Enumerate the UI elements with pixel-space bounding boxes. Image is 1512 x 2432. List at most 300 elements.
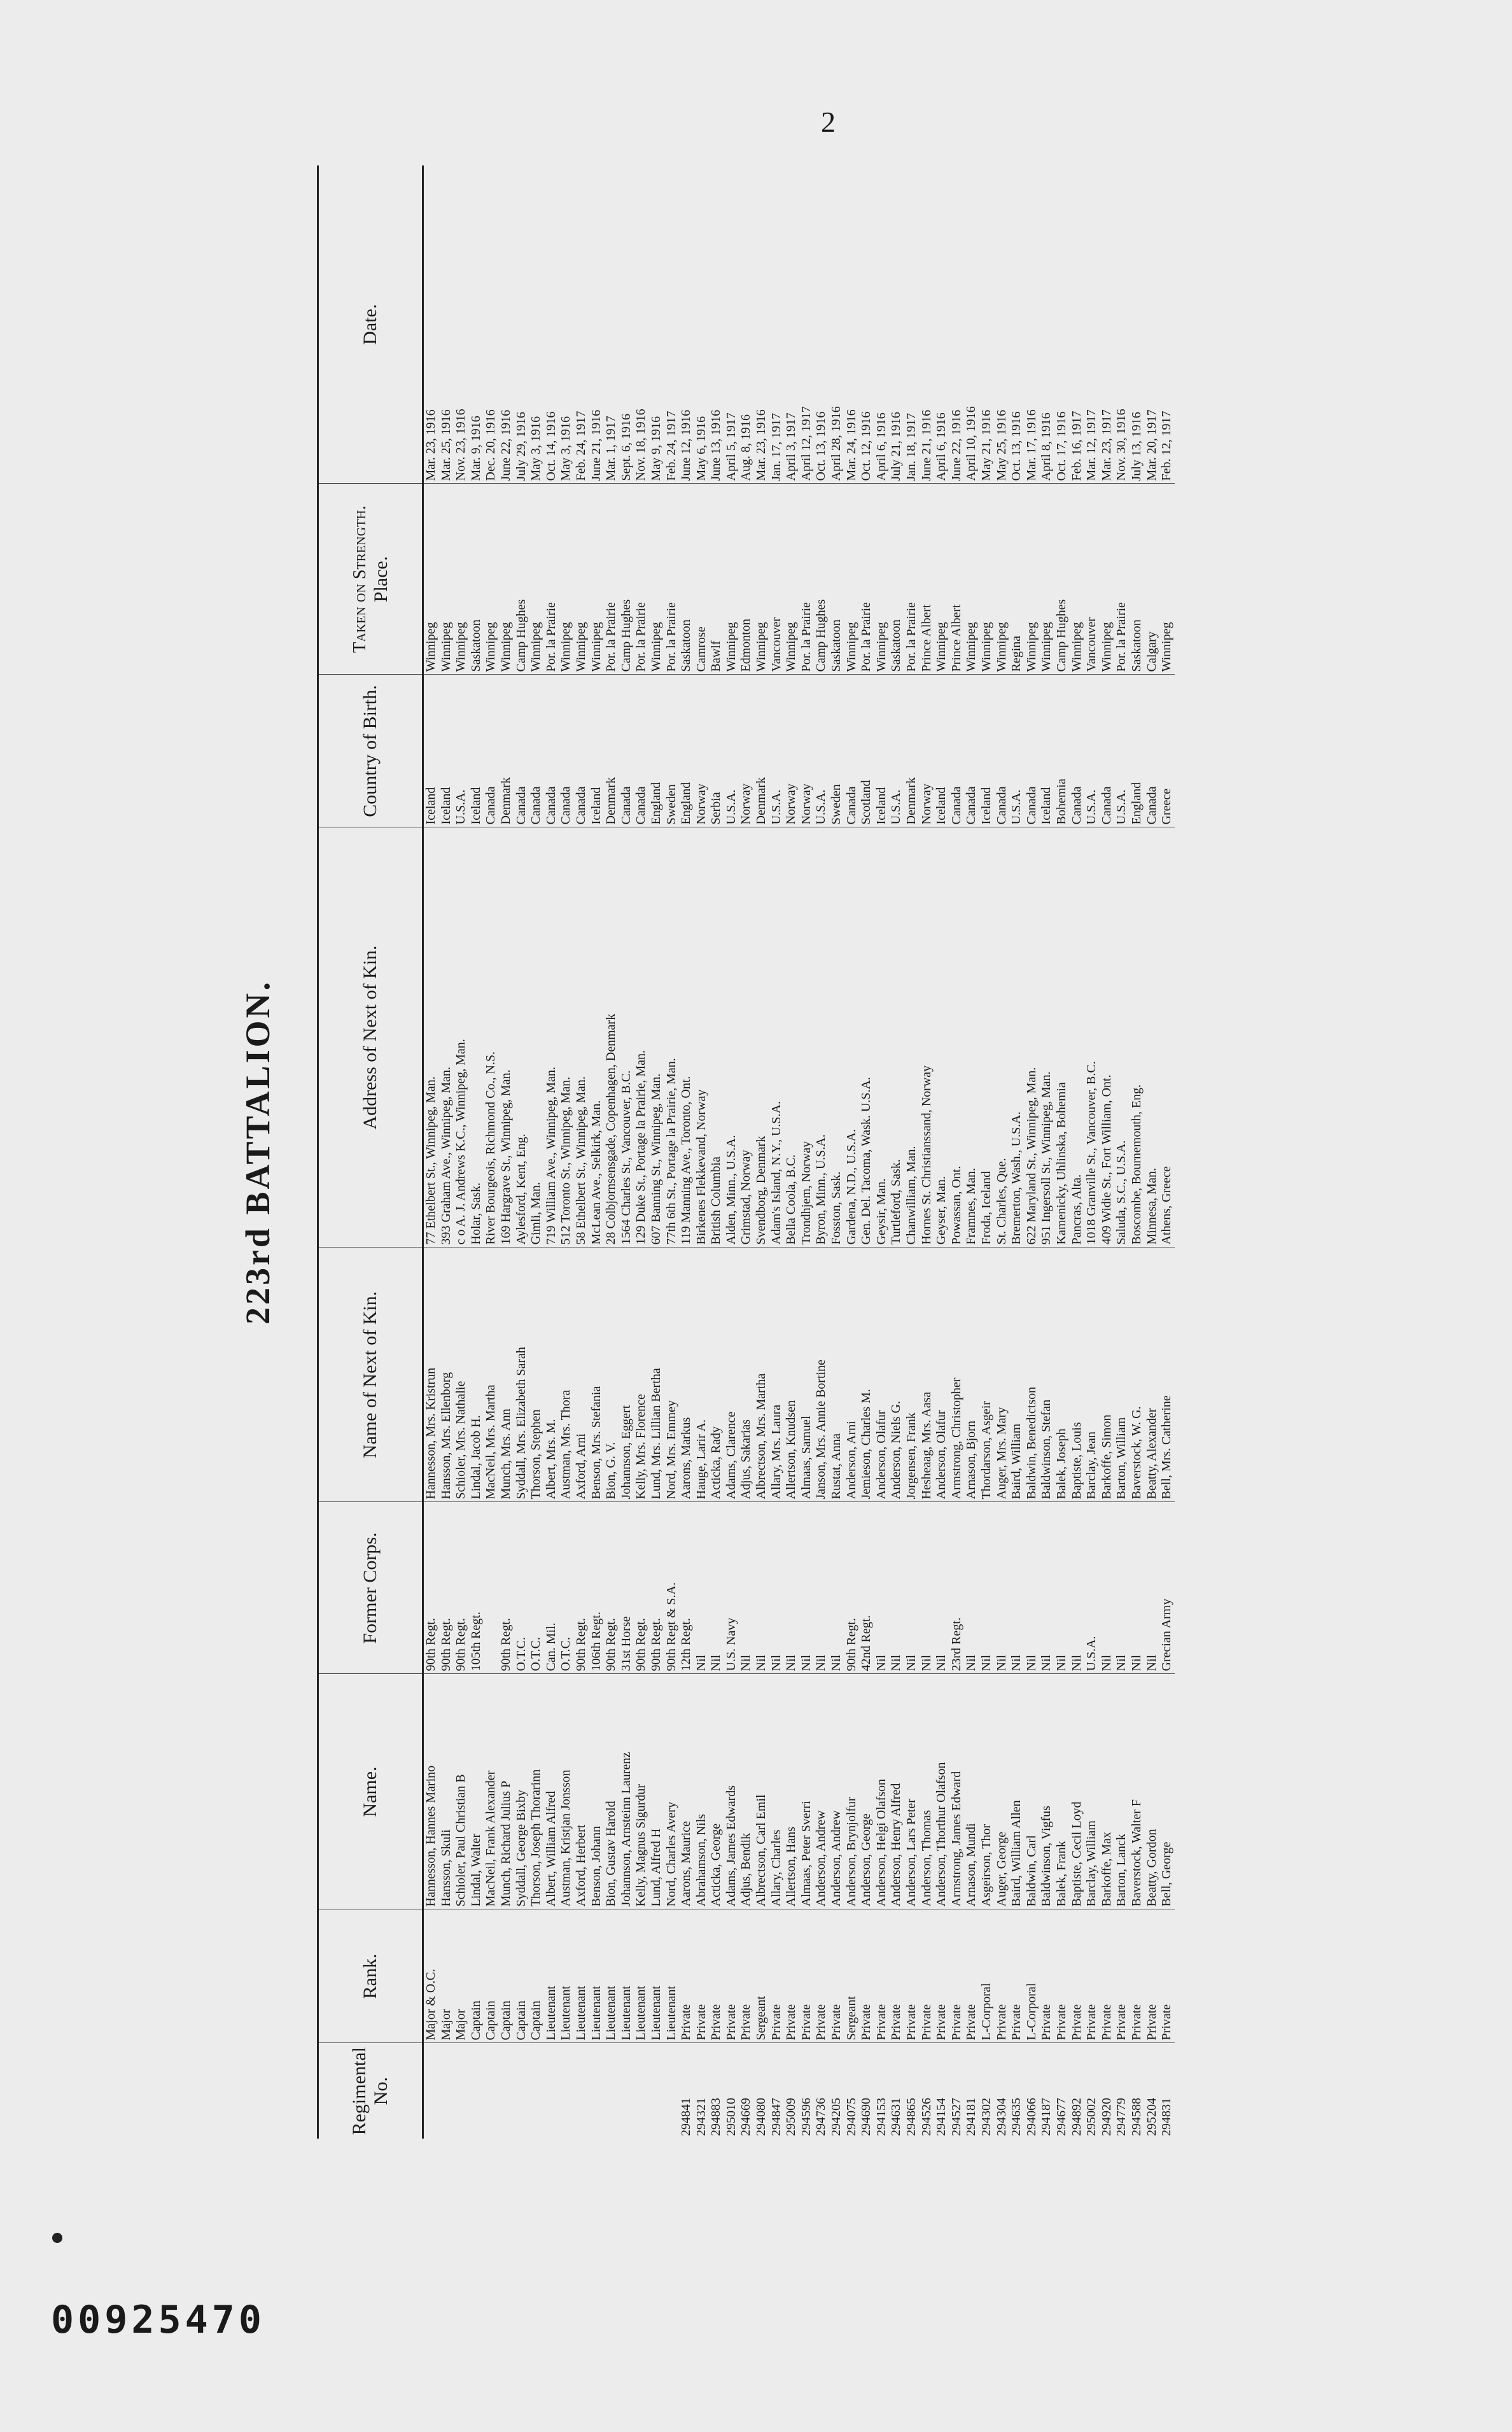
cell-corps bbox=[484, 1502, 499, 1674]
cell-country: Iceland bbox=[874, 675, 890, 827]
cell-no: 294690 bbox=[859, 2098, 874, 2136]
cell-corps: Nil bbox=[784, 1502, 799, 1674]
table-row bbox=[529, 165, 544, 2139]
cell-kin: Kelly, Mrs. Florence bbox=[634, 1248, 649, 1502]
cell-corps: Nil bbox=[934, 1502, 949, 1674]
cell-no: 294321 bbox=[694, 2098, 708, 2136]
cell-name: Anderson, Brynjolfur bbox=[844, 1674, 860, 1909]
cell-no bbox=[469, 2043, 484, 2139]
cell-place: Winnipeg bbox=[844, 484, 860, 675]
cell-rank: Private bbox=[799, 1909, 815, 2043]
cell-kin: Hesheaag, Mrs. Aasa bbox=[920, 1248, 935, 1502]
cell-place: Winnipeg bbox=[454, 484, 469, 675]
cell-date: April 28, 1916 bbox=[829, 165, 844, 484]
cell-rank: Private bbox=[964, 1909, 979, 2043]
cell-name: Aarons, Maurice bbox=[679, 1674, 694, 1909]
cell-corps: 23rd Regt. bbox=[949, 1502, 965, 1674]
cell-place: Winnipeg bbox=[529, 484, 544, 675]
cell-corps: 90th Regt. bbox=[634, 1502, 649, 1674]
cell-no: 295204 bbox=[1144, 2098, 1159, 2136]
cell-place: Por. la Prairie bbox=[859, 484, 874, 675]
cell-name: Adams, James Edwards bbox=[724, 1674, 739, 1909]
cell-country: U.S.A. bbox=[1114, 675, 1130, 827]
cell-place: Winnipeg bbox=[1070, 484, 1085, 675]
cell-place: Vancouver bbox=[769, 484, 785, 675]
cell-kin: Janson, Mrs. Annie Bortine bbox=[814, 1248, 829, 1502]
cell-place: Por. la Prairie bbox=[799, 484, 815, 675]
cell-place: Saskatoon bbox=[1130, 484, 1145, 675]
cell-kin: Munch, Mrs. Ann bbox=[499, 1248, 514, 1502]
cell-place: Winnipeg bbox=[423, 484, 439, 675]
cell-date: Jan. 17, 1917 bbox=[769, 165, 785, 484]
cell-country: England bbox=[1130, 675, 1145, 827]
cell-date: Mar. 23, 1916 bbox=[754, 165, 769, 484]
cell-date: Mar. 24, 1916 bbox=[844, 165, 860, 484]
header-place-label: Place. bbox=[370, 556, 391, 603]
cell-address: Svendborg, Denmark bbox=[754, 827, 769, 1248]
cell-name: Anderson, Andrew bbox=[829, 1674, 844, 1909]
cell-date: Jan. 18, 1917 bbox=[904, 165, 920, 484]
cell-no: 294187 bbox=[1039, 2098, 1054, 2136]
table-row bbox=[604, 165, 619, 2139]
cell-country: Canada bbox=[995, 675, 1010, 827]
table-row bbox=[1009, 165, 1025, 2139]
table-row bbox=[664, 165, 680, 2139]
table-row bbox=[559, 165, 574, 2139]
table-row bbox=[964, 165, 979, 2139]
cell-rank: Captain bbox=[529, 1909, 544, 2043]
cell-kin: Hansson, Mrs. Ellenborg bbox=[439, 1248, 454, 1502]
cell-no bbox=[604, 2043, 619, 2139]
cell-rank: Private bbox=[934, 1909, 949, 2043]
cell-place: Por. la Prairie bbox=[634, 484, 649, 675]
cell-no bbox=[664, 2043, 680, 2139]
cell-date: Aug. 8, 1916 bbox=[739, 165, 754, 484]
cell-kin: Armstrong, Christopher bbox=[949, 1248, 965, 1502]
cell-name: Acticka, George bbox=[709, 1674, 724, 1909]
cell-date: April 6, 1916 bbox=[874, 165, 890, 484]
cell-name: Barclay, William bbox=[1084, 1674, 1100, 1909]
cell-no bbox=[589, 2043, 605, 2139]
cell-name: Lindal, Walter bbox=[469, 1674, 484, 1909]
cell-rank: Lieutenant bbox=[559, 1909, 574, 2043]
cell-kin: Almaas, Samuel bbox=[799, 1248, 815, 1502]
cell-place: Winnipeg bbox=[439, 484, 454, 675]
cell-no: 294831 bbox=[1159, 2098, 1174, 2136]
cell-name: Hannesson, Hannes Marino bbox=[423, 1674, 439, 1909]
cell-corps: 90th Regt. bbox=[454, 1502, 469, 1674]
cell-place: Bawlf bbox=[709, 484, 724, 675]
cell-kin: Barton, William bbox=[1114, 1248, 1130, 1502]
cell-name: Baldwinson, Vigfus bbox=[1039, 1674, 1054, 1909]
cell-corps: 90th Regt. bbox=[499, 1502, 514, 1674]
cell-date: June 13, 1916 bbox=[709, 165, 724, 484]
cell-date: Feb. 24, 1917 bbox=[664, 165, 680, 484]
cell-rank: Private bbox=[769, 1909, 785, 2043]
cell-date: Nov. 30, 1916 bbox=[1114, 165, 1130, 484]
cell-address: Kamenicky, Uhlinska, Bohemia bbox=[1054, 827, 1070, 1248]
cell-address: 409 Widie St., Fort William, Ont. bbox=[1100, 827, 1115, 1248]
cell-name: Allary, Charles bbox=[769, 1674, 785, 1909]
cell-address: Holar, Sask. bbox=[469, 827, 484, 1248]
cell-corps: Nil bbox=[920, 1502, 935, 1674]
cell-corps: 90th Regt. bbox=[423, 1502, 439, 1674]
cell-country: Canada bbox=[949, 675, 965, 827]
cell-date: Dec. 20, 1916 bbox=[484, 165, 499, 484]
cell-rank: Lieutenant bbox=[634, 1909, 649, 2043]
cell-kin: Allary, Mrs. Laura bbox=[769, 1248, 785, 1502]
cell-corps: Nil bbox=[1054, 1502, 1070, 1674]
cell-date: May 6, 1916 bbox=[694, 165, 710, 484]
cell-no bbox=[454, 2043, 469, 2139]
cell-kin: Adams, Clarence bbox=[724, 1248, 739, 1502]
cell-name: MacNeil, Frank Alexander bbox=[484, 1674, 499, 1909]
cell-name: Anderson, Henry Alfred bbox=[889, 1674, 904, 1909]
cell-address: Boscombe, Bournemouth, Eng. bbox=[1130, 827, 1145, 1248]
cell-date: July 21, 1916 bbox=[889, 165, 904, 484]
table-row bbox=[484, 165, 499, 2139]
header-place bbox=[318, 484, 423, 675]
cell-kin: Barclay, Jean bbox=[1084, 1248, 1100, 1502]
header-date: Date. bbox=[318, 165, 423, 484]
cell-country: U.S.A. bbox=[769, 675, 785, 827]
cell-corps: Nil bbox=[709, 1502, 724, 1674]
cell-kin: Baldwinson, Stefan bbox=[1039, 1248, 1054, 1502]
table-row bbox=[709, 165, 724, 2139]
cell-corps: Nil bbox=[889, 1502, 904, 1674]
table-row bbox=[1070, 165, 1085, 2139]
cell-address: River Bourgeois, Richmond Co., N.S. bbox=[484, 827, 499, 1248]
cell-name: Baverstock, Walter F bbox=[1130, 1674, 1145, 1909]
cell-address: Pancras, Alta. bbox=[1070, 827, 1085, 1248]
cell-address: Geysir, Man. bbox=[874, 827, 890, 1248]
cell-name: Almaas, Peter Sverri bbox=[799, 1674, 815, 1909]
cell-name: Arnason, Mundi bbox=[964, 1674, 979, 1909]
table-row bbox=[829, 165, 844, 2139]
cell-kin: Thordarson, Asgeir bbox=[979, 1248, 995, 1502]
cell-place: Por. la Prairie bbox=[904, 484, 920, 675]
cell-corps: 106th Regt. bbox=[589, 1502, 605, 1674]
table-row bbox=[1054, 165, 1070, 2139]
cell-rank: Private bbox=[1039, 1909, 1054, 2043]
table-row bbox=[859, 165, 874, 2139]
cell-place: Por. la Prairie bbox=[664, 484, 680, 675]
cell-no bbox=[514, 2043, 529, 2139]
cell-no: 294080 bbox=[754, 2098, 769, 2136]
cell-rank: Sergeant bbox=[754, 1909, 769, 2043]
table-row bbox=[995, 165, 1010, 2139]
cell-place: Winnipeg bbox=[1100, 484, 1115, 675]
cell-address: British Columbia bbox=[709, 827, 724, 1248]
header-address: Address of Next of Kin. bbox=[318, 827, 423, 1248]
cell-date: April 6, 1916 bbox=[934, 165, 949, 484]
cell-name: Anderson, Helgi Olafson bbox=[874, 1674, 890, 1909]
cell-date: July 13, 1916 bbox=[1130, 165, 1145, 484]
table-row bbox=[844, 165, 860, 2139]
header-taken-on-strength: Taken on Strength. bbox=[350, 505, 370, 653]
cell-kin: Barkoffe, Simon bbox=[1100, 1248, 1115, 1502]
cell-place: Vancouver bbox=[1084, 484, 1100, 675]
table-row bbox=[499, 165, 514, 2139]
cell-no bbox=[544, 2043, 559, 2139]
cell-date: Mar. 9, 1916 bbox=[469, 165, 484, 484]
table-row bbox=[574, 165, 589, 2139]
cell-date: April 3, 1917 bbox=[784, 165, 799, 484]
cell-rank: Private bbox=[1114, 1909, 1130, 2043]
cell-kin: Balek, Joseph bbox=[1054, 1248, 1070, 1502]
cell-no: 294736 bbox=[814, 2098, 829, 2136]
cell-address: Athens, Greece bbox=[1159, 827, 1175, 1248]
cell-date: May 21, 1916 bbox=[979, 165, 995, 484]
cell-rank: Captain bbox=[469, 1909, 484, 2043]
cell-country: Canada bbox=[1100, 675, 1115, 827]
cell-country: Canada bbox=[1145, 675, 1160, 827]
cell-rank: Private bbox=[949, 1909, 965, 2043]
cell-name: Lund, Alfred H bbox=[649, 1674, 664, 1909]
table-row bbox=[1145, 165, 1160, 2139]
cell-address: 951 Ingersoll St., Winnipeg, Man. bbox=[1039, 827, 1054, 1248]
cell-address: 129 Duke St., Portage la Prairie, Man. bbox=[634, 827, 649, 1248]
cell-date: May 9, 1916 bbox=[649, 165, 664, 484]
cell-corps: Nil bbox=[1145, 1502, 1160, 1674]
cell-place: Winnipeg bbox=[874, 484, 890, 675]
cell-country: Iceland bbox=[469, 675, 484, 827]
cell-date: June 21, 1916 bbox=[589, 165, 605, 484]
cell-date: Mar. 20, 1917 bbox=[1145, 165, 1160, 484]
cell-place: Saskatoon bbox=[679, 484, 694, 675]
cell-no: 294205 bbox=[829, 2098, 844, 2136]
cell-address: 512 Toronto St., Winnipeg, Man. bbox=[559, 827, 574, 1248]
table-row bbox=[1100, 165, 1115, 2139]
cell-no bbox=[484, 2043, 499, 2139]
cell-address: Adam's Island, N.Y., U.S.A. bbox=[769, 827, 785, 1248]
cell-country: Canada bbox=[529, 675, 544, 827]
cell-date: Oct. 14, 1916 bbox=[544, 165, 559, 484]
cell-date: Mar. 1, 1917 bbox=[604, 165, 619, 484]
table-row bbox=[649, 165, 664, 2139]
cell-country: Norway bbox=[784, 675, 799, 827]
cell-address: Hornes St. Christianssand, Norway bbox=[920, 827, 935, 1248]
cell-name: Asgeirson, Thor bbox=[979, 1674, 995, 1909]
cell-name: Barton, Lanck bbox=[1114, 1674, 1130, 1909]
cell-country: U.S.A. bbox=[889, 675, 904, 827]
cell-kin: Beatty, Alexander bbox=[1145, 1248, 1160, 1502]
cell-kin: Baverstock, W. G. bbox=[1130, 1248, 1145, 1502]
cell-no: 294181 bbox=[964, 2098, 979, 2136]
table-row bbox=[1159, 165, 1175, 2139]
cell-corps: Nil bbox=[1025, 1502, 1040, 1674]
cell-place: Winnipeg bbox=[979, 484, 995, 675]
cell-corps: Nil bbox=[814, 1502, 829, 1674]
cell-address: Fosston, Sask. bbox=[829, 827, 844, 1248]
cell-rank: Major & O.C. bbox=[423, 1909, 439, 2043]
cell-corps: U.S. Navy bbox=[724, 1502, 739, 1674]
cell-country: Canada bbox=[1070, 675, 1085, 827]
cell-rank: Private bbox=[814, 1909, 829, 2043]
cell-kin: Jemieson, Charles M. bbox=[859, 1248, 874, 1502]
cell-corps: Nil bbox=[1009, 1502, 1025, 1674]
cell-country: Canada bbox=[964, 675, 979, 827]
cell-corps: 31st Horse bbox=[619, 1502, 634, 1674]
cell-date: Mar. 17, 1916 bbox=[1025, 165, 1040, 484]
cell-no bbox=[529, 2043, 544, 2139]
table-row bbox=[619, 165, 634, 2139]
cell-place: Winnipeg bbox=[784, 484, 799, 675]
cell-no: 294631 bbox=[889, 2098, 904, 2136]
cell-address: Byron, Minn., U.S.A. bbox=[814, 827, 829, 1248]
cell-no: 294779 bbox=[1114, 2098, 1129, 2136]
cell-no: 294847 bbox=[769, 2098, 783, 2136]
cell-name: Armstrong, James Edward bbox=[949, 1674, 965, 1909]
table-row bbox=[544, 165, 559, 2139]
cell-kin: Anderson, Olafur bbox=[874, 1248, 890, 1502]
cell-kin: Bell, Mrs. Catherine bbox=[1159, 1248, 1175, 1502]
cell-address: Birkenes Flekkevand, Norway bbox=[694, 827, 710, 1248]
cell-country: Greece bbox=[1159, 675, 1175, 827]
cell-corps: O.T.C. bbox=[514, 1502, 529, 1674]
cell-name: Schioler, Paul Christian B bbox=[454, 1674, 469, 1909]
cell-kin: Albert, Mrs. M. bbox=[544, 1248, 559, 1502]
cell-address: Aylesford, Kent, Eng. bbox=[514, 827, 529, 1248]
cell-date: Feb. 12, 1917 bbox=[1159, 165, 1175, 484]
table-row bbox=[814, 165, 829, 2139]
cell-no bbox=[619, 2043, 634, 2139]
bullet-mark bbox=[52, 2233, 62, 2243]
cell-corps: 12th Regt. bbox=[679, 1502, 694, 1674]
cell-address: 169 Hargrave St., Winnipeg, Man. bbox=[499, 827, 514, 1248]
cell-rank: Private bbox=[709, 1909, 724, 2043]
cell-rank: Private bbox=[1130, 1909, 1145, 2043]
cell-no bbox=[423, 2043, 439, 2139]
cell-corps: Nil bbox=[769, 1502, 785, 1674]
cell-no: 294154 bbox=[934, 2098, 949, 2136]
cell-rank: Private bbox=[995, 1909, 1010, 2043]
cell-country: Iceland bbox=[934, 675, 949, 827]
cell-place: Winnipeg bbox=[1159, 484, 1175, 675]
cell-rank: Private bbox=[1070, 1909, 1085, 2043]
cell-place: Winnipeg bbox=[934, 484, 949, 675]
cell-rank: Private bbox=[784, 1909, 799, 2043]
cell-address: 1018 Granville St., Vancouver, B.C. bbox=[1084, 827, 1100, 1248]
cell-corps: Nil bbox=[1130, 1502, 1145, 1674]
cell-address: Turtleford, Sask. bbox=[889, 827, 904, 1248]
cell-address: Trondhjem, Norway bbox=[799, 827, 815, 1248]
cell-country: U.S.A. bbox=[814, 675, 829, 827]
cell-kin: Benson, Mrs. Stefania bbox=[589, 1248, 605, 1502]
cell-no: 295010 bbox=[724, 2098, 738, 2136]
cell-name: Axford, Herbert bbox=[574, 1674, 589, 1909]
header-former-corps: Former Corps. bbox=[318, 1502, 423, 1674]
cell-rank: Private bbox=[679, 1909, 694, 2043]
cell-corps: Nil bbox=[874, 1502, 890, 1674]
cell-corps: 90th Regt. bbox=[574, 1502, 589, 1674]
cell-corps: O.T.C. bbox=[559, 1502, 574, 1674]
cell-date: Nov. 18, 1916 bbox=[634, 165, 649, 484]
cell-address: Froda, Iceland bbox=[979, 827, 995, 1248]
cell-country: Iceland bbox=[979, 675, 995, 827]
table-row bbox=[1114, 165, 1130, 2139]
cell-place: Regina bbox=[1009, 484, 1025, 675]
cell-place: Winnipeg bbox=[574, 484, 589, 675]
cell-place: Por. la Prairie bbox=[1114, 484, 1130, 675]
cell-name: Abrahamson, Nils bbox=[694, 1674, 710, 1909]
cell-country: Canada bbox=[559, 675, 574, 827]
cell-country: Denmark bbox=[499, 675, 514, 827]
cell-corps: Nil bbox=[995, 1502, 1010, 1674]
cell-country: Canada bbox=[574, 675, 589, 827]
cell-kin: Aarons, Markus bbox=[679, 1248, 694, 1502]
cell-no: 294596 bbox=[799, 2098, 813, 2136]
cell-rank: Captain bbox=[484, 1909, 499, 2043]
cell-country: Canada bbox=[619, 675, 634, 827]
cell-name: Kelly, Magnus Sigurdur bbox=[634, 1674, 649, 1909]
cell-no bbox=[574, 2043, 589, 2139]
cell-name: Anderson, Lars Peter bbox=[904, 1674, 920, 1909]
cell-place: Winnipeg bbox=[589, 484, 605, 675]
table-row bbox=[469, 165, 484, 2139]
cell-place: Winnipeg bbox=[724, 484, 739, 675]
cell-place: Winnipeg bbox=[499, 484, 514, 675]
cell-kin: Austman, Mrs. Thora bbox=[559, 1248, 574, 1502]
cell-country: England bbox=[649, 675, 664, 827]
cell-address: 119 Manning Ave., Toronto, Ont. bbox=[679, 827, 694, 1248]
cell-rank: Major bbox=[454, 1909, 469, 2043]
cell-address: Bremerton, Wash., U.S.A. bbox=[1009, 827, 1025, 1248]
cell-place: Camp Hughes bbox=[1054, 484, 1070, 675]
cell-address: Gen. Del. Tacoma, Wask. U.S.A. bbox=[859, 827, 874, 1248]
table-row bbox=[934, 165, 949, 2139]
cell-address: 58 Ethelbert St., Winnipeg, Man. bbox=[574, 827, 589, 1248]
cell-kin: MacNeil, Mrs. Martha bbox=[484, 1248, 499, 1502]
cell-name: Albrectson, Carl Emil bbox=[754, 1674, 769, 1909]
cell-country: U.S.A. bbox=[1009, 675, 1025, 827]
cell-no: 294526 bbox=[919, 2098, 934, 2136]
cell-no: 294892 bbox=[1069, 2098, 1084, 2136]
cell-rank: Private bbox=[829, 1909, 844, 2043]
cell-kin: Johannson, Eggert bbox=[619, 1248, 634, 1502]
cell-date: Oct. 13, 1916 bbox=[1009, 165, 1025, 484]
cell-kin: Anderson, Olafur bbox=[934, 1248, 949, 1502]
cell-name: Baptiste, Cecil Loyd bbox=[1070, 1674, 1085, 1909]
cell-place: Calgary bbox=[1145, 484, 1160, 675]
header-next-of-kin: Name of Next of Kin. bbox=[318, 1248, 423, 1502]
cell-no: 294588 bbox=[1129, 2098, 1144, 2136]
cell-rank: Lieutenant bbox=[544, 1909, 559, 2043]
cell-date: Mar. 23, 1916 bbox=[423, 165, 439, 484]
cell-address: Gimli, Man. bbox=[529, 827, 544, 1248]
cell-kin: Schioler, Mrs. Nathalie bbox=[454, 1248, 469, 1502]
cell-address: 77th 6th St., Portage la Prairie, Man. bbox=[664, 827, 680, 1248]
cell-country: England bbox=[679, 675, 694, 827]
cell-no: 294677 bbox=[1054, 2098, 1068, 2136]
cell-place: Saskatoon bbox=[889, 484, 904, 675]
cell-country: Norway bbox=[920, 675, 935, 827]
cell-name: Anderson, George bbox=[859, 1674, 874, 1909]
cell-date: Mar. 23, 1917 bbox=[1100, 165, 1115, 484]
cell-date: Mar. 25, 1916 bbox=[439, 165, 454, 484]
cell-country: Canada bbox=[1025, 675, 1040, 827]
cell-date: April 12, 1917 bbox=[799, 165, 815, 484]
cell-country: Bohemia bbox=[1054, 675, 1070, 827]
cell-corps: Nil bbox=[979, 1502, 995, 1674]
table-row bbox=[920, 165, 935, 2139]
cell-name: Benson, Johann bbox=[589, 1674, 605, 1909]
cell-name: Auger, George bbox=[995, 1674, 1010, 1909]
ledger-title: 223rd BATTALION. bbox=[239, 979, 277, 1325]
table-row bbox=[799, 165, 815, 2139]
cell-no bbox=[634, 2043, 649, 2139]
cell-place: Winnipeg bbox=[484, 484, 499, 675]
